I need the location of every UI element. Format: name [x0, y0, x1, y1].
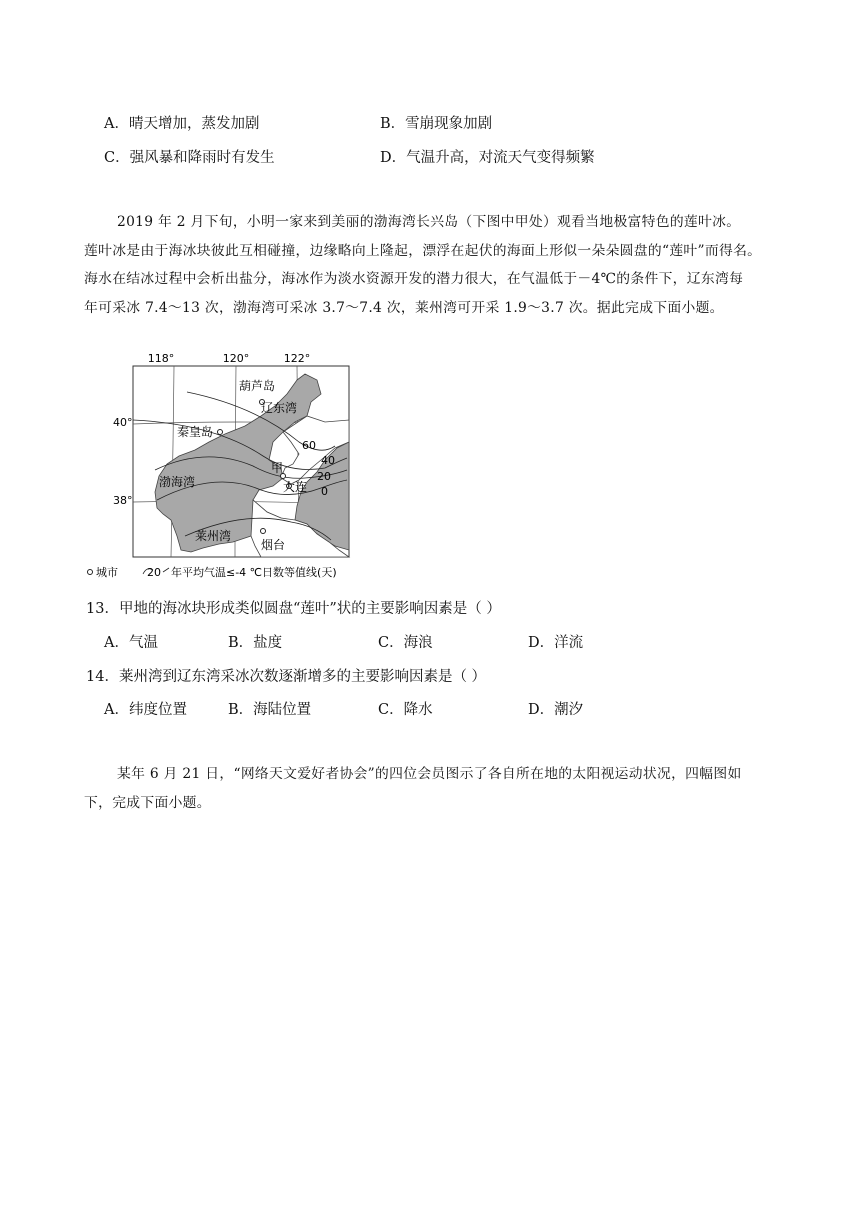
q14-option-a: A．纬度位置: [104, 702, 187, 718]
passage-line: 年可采冰 7.4～13 次，渤海湾可采冰 3.7～7.4 次，莱州湾可开采 1.9～3.7 次。据此完成下面小题。: [84, 299, 724, 316]
label-yantai: 烟台: [261, 538, 286, 552]
q12-option-a: A．晴天增加，蒸发加剧: [104, 116, 260, 132]
passage-line: 海水在结冰过程中会析出盐分，海冰作为淡水资源开发的潜力很大，在气温低于－4℃的条件下，辽东湾每: [84, 271, 744, 287]
passage-lotus-ice: [84, 208, 784, 322]
label-laizhouwan: 莱州湾: [195, 529, 232, 543]
city-marker-qinhuangdao: [218, 430, 223, 435]
label-jia: 甲: [271, 461, 284, 475]
legend-city-icon: [88, 570, 93, 575]
q13-option-b: B．盐度: [228, 635, 283, 651]
lon-label-120: 120°: [222, 352, 250, 365]
q14-option-c: C．降水: [378, 702, 433, 718]
passage-sun-motion: [84, 760, 784, 817]
q13-stem: 13．甲地的海冰块形成类似圆盘“莲叶”状的主要影响因素是（ ）: [86, 601, 501, 617]
label-qinhuangdao: 秦皇岛: [177, 425, 214, 439]
lat-label-38: 38°: [113, 494, 133, 507]
isoline-label-0: 0: [321, 485, 328, 498]
lat-label-40: 40°: [113, 416, 133, 429]
lon-label-118: 118°: [147, 352, 175, 365]
passage-line: 某年 6 月 21 日，“网络天文爱好者协会”的四位会员图示了各自所在地的太阳视运动状况，四幅图如: [117, 766, 742, 782]
q13-option-d: D．洋流: [528, 635, 584, 651]
bohai-map-figure: [85, 350, 395, 582]
passage-line: 下，完成下面小题。: [84, 794, 211, 811]
q13-option-a: A．气温: [104, 635, 158, 651]
passage-line: 2019 年 2 月下旬，小明一家来到美丽的渤海湾长兴岛（下图中甲处）观看当地极富特色的莲叶冰。: [117, 214, 741, 230]
label-dalian: 大连: [283, 480, 308, 494]
q14-option-d: D．潮汐: [528, 702, 584, 718]
q12-option-c: C．强风暴和降雨时有发生: [104, 150, 275, 166]
legend-city-label: 城市: [96, 566, 118, 579]
q12-option-b: B．雪崩现象加剧: [380, 116, 493, 132]
legend-isoline-label: 年平均气温≤-4 ℃日数等值线(天): [171, 566, 337, 579]
city-marker-yantai: [261, 529, 266, 534]
q13-option-c: C．海浪: [378, 635, 433, 651]
q12-option-d: D．气温升高，对流天气变得频繁: [380, 150, 595, 166]
isoline-label-40: 40: [321, 454, 335, 467]
legend-isoline-value: 20: [147, 566, 161, 579]
label-huludao: 葫芦岛: [239, 379, 276, 393]
isoline-label-60: 60: [302, 439, 316, 452]
q14-option-b: B．海陆位置: [228, 702, 312, 718]
passage-line: 莲叶冰是由于海冰块彼此互相碰撞，边缘略向上隆起，漂浮在起伏的海面上形似一朵朵圆盘的“莲叶”而得名。: [84, 242, 762, 259]
legend-isoline-tail: [163, 568, 169, 572]
q14-stem: 14．莱州湾到辽东湾采冰次数逐渐增多的主要影响因素是（ ）: [86, 669, 487, 685]
label-liaodongwan: 辽东湾: [261, 401, 298, 415]
lon-label-122: 122°: [283, 352, 311, 365]
label-bohaiwan: 渤海湾: [159, 475, 196, 489]
isoline-label-20: 20: [317, 470, 331, 483]
